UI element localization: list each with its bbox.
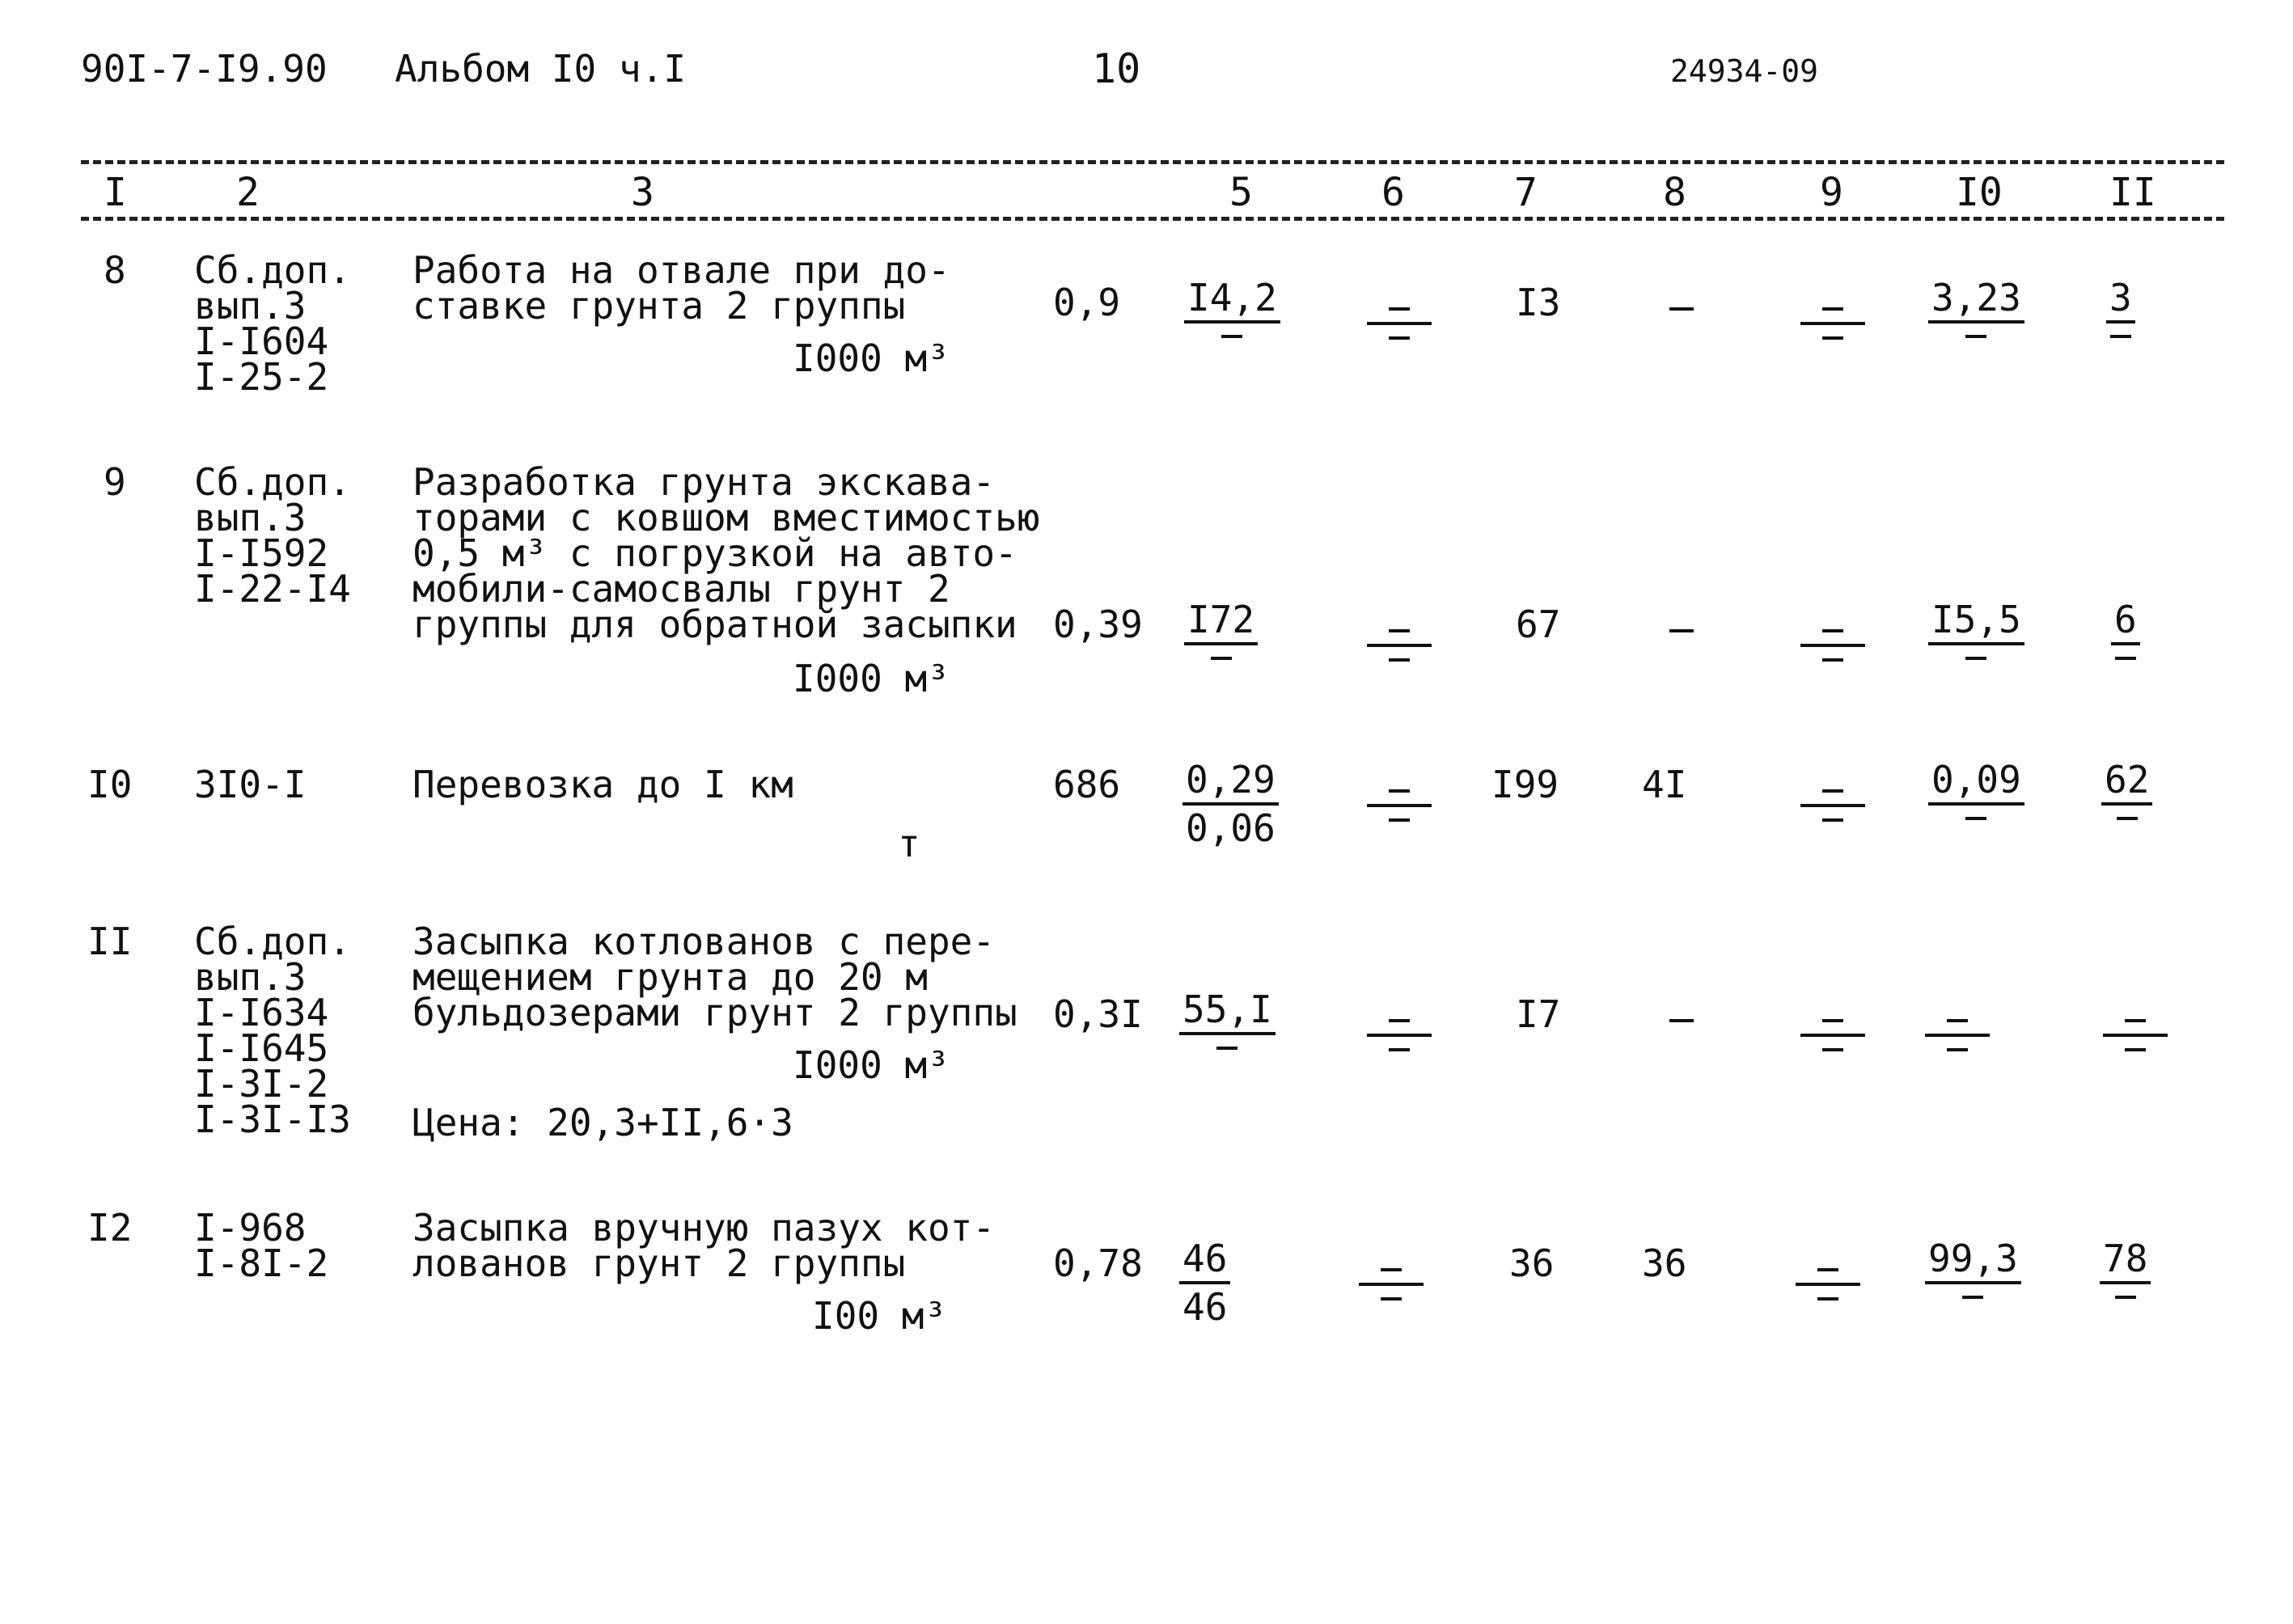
row-unit: I00 м³ xyxy=(812,1294,947,1338)
col-header-6: 6 xyxy=(1381,170,1405,215)
col11-fraction: 3 xyxy=(2106,275,2135,338)
col9-empty-mark xyxy=(1800,307,1865,340)
col-header-8: 8 xyxy=(1663,170,1686,215)
row-description: Засыпка вручную пазух кот- лованов грунт 2 группы xyxy=(412,1206,996,1285)
col9-empty-mark xyxy=(1796,1268,1860,1300)
col9-empty-mark xyxy=(1800,629,1865,662)
row-number: II xyxy=(87,920,133,963)
col7-value: I99 xyxy=(1491,763,1559,806)
col10-fraction: 3,23 xyxy=(1928,275,2024,338)
row-number: 8 xyxy=(104,248,126,292)
row-description: Засыпка котлованов с пере- мещением грунта до 20 м бульдозерами грунт 2 группы xyxy=(412,920,1017,1034)
col11-fraction: 62 xyxy=(2101,757,2152,820)
col6-empty-mark xyxy=(1367,629,1432,662)
row-quantity: 686 xyxy=(1053,763,1121,806)
col6-empty-mark xyxy=(1359,1268,1424,1300)
col11-fraction: 78 xyxy=(2100,1236,2151,1299)
page-number: 10 xyxy=(1092,45,1141,92)
row-quantity: 0,39 xyxy=(1053,603,1143,646)
col6-empty-mark xyxy=(1367,1019,1432,1051)
col8-value: 36 xyxy=(1642,1241,1687,1285)
row-codes: 3I0-I xyxy=(194,763,307,806)
col8-dash xyxy=(1669,629,1694,632)
row-quantity: 0,78 xyxy=(1053,1241,1143,1285)
col5-fraction: 55,I xyxy=(1179,987,1276,1050)
col11-empty-mark xyxy=(2103,1019,2168,1051)
row-codes: I-968 I-8I-2 xyxy=(194,1206,329,1285)
col5-fraction: I72 xyxy=(1184,597,1258,660)
row-unit: т xyxy=(898,822,920,865)
header-top-rule xyxy=(81,160,2224,164)
row-price-formula: Цена: 20,3+II,6·3 xyxy=(412,1101,793,1144)
col9-empty-mark xyxy=(1800,789,1865,822)
col8-dash xyxy=(1669,1019,1694,1022)
album-label: Альбом I0 ч.I xyxy=(395,47,687,91)
col-header-1: I xyxy=(104,170,127,215)
col-header-11: II xyxy=(2109,170,2156,215)
col7-value: 67 xyxy=(1516,603,1561,646)
row-unit: I000 м³ xyxy=(793,336,950,380)
col-header-9: 9 xyxy=(1820,170,1843,215)
col7-value: 36 xyxy=(1509,1241,1555,1285)
row-unit: I000 м³ xyxy=(793,1043,950,1087)
document-code: 90I-7-I9.90 xyxy=(81,47,328,91)
col7-value: I3 xyxy=(1516,281,1561,324)
col10-fraction: 0,09 xyxy=(1928,757,2024,820)
row-description: Разработка грунта экскава- торами с ковшом вместимостью 0,5 м³ с погрузкой на авто- мобили-самосвалы грунт 2 группы для обратной засыпки xyxy=(412,460,1040,646)
col7-value: I7 xyxy=(1516,992,1561,1036)
row-description: Работа на отвале при до- ставке грунта 2 группы xyxy=(412,248,950,328)
row-description: Перевозка до I км xyxy=(412,763,793,806)
col10-fraction: I5,5 xyxy=(1928,597,2024,660)
row-codes: Сб.доп. вып.3 I-I592 I-22-I4 xyxy=(194,460,351,611)
col9-empty-mark xyxy=(1800,1019,1865,1051)
row-unit: I000 м³ xyxy=(793,657,950,700)
row-number: I2 xyxy=(87,1206,133,1250)
row-codes: Сб.доп. вып.3 I-I604 I-25-2 xyxy=(194,248,351,399)
header-bottom-rule xyxy=(81,217,2224,221)
col-header-2: 2 xyxy=(236,170,260,215)
col6-empty-mark xyxy=(1367,789,1432,822)
col-header-3: 3 xyxy=(631,170,654,215)
inventory-number: 24934-09 xyxy=(1670,53,1819,89)
row-codes: Сб.доп. вып.3 I-I634 I-I645 I-3I-2 I-3I-I3 xyxy=(194,920,351,1141)
col5-fraction: I4,2 xyxy=(1184,275,1280,338)
col5-fraction: $\frac{0,29}{0,06}$ xyxy=(1182,757,1279,851)
row-quantity: 0,9 xyxy=(1053,281,1121,324)
col8-dash xyxy=(1669,307,1694,311)
col-header-10: I0 xyxy=(1956,170,2003,215)
row-number: 9 xyxy=(104,460,126,504)
row-number: I0 xyxy=(87,763,133,806)
col8-value: 4I xyxy=(1642,763,1687,806)
col-header-5: 5 xyxy=(1229,170,1253,215)
col-header-7: 7 xyxy=(1514,170,1538,215)
col11-fraction: 6 xyxy=(2111,597,2140,660)
col6-empty-mark xyxy=(1367,307,1432,340)
row-quantity: 0,3I xyxy=(1053,992,1143,1036)
col10-fraction: 99,3 xyxy=(1925,1236,2021,1299)
col10-empty-mark xyxy=(1925,1019,1990,1051)
col5-fraction: $\frac{46}{46}$ xyxy=(1179,1236,1230,1330)
